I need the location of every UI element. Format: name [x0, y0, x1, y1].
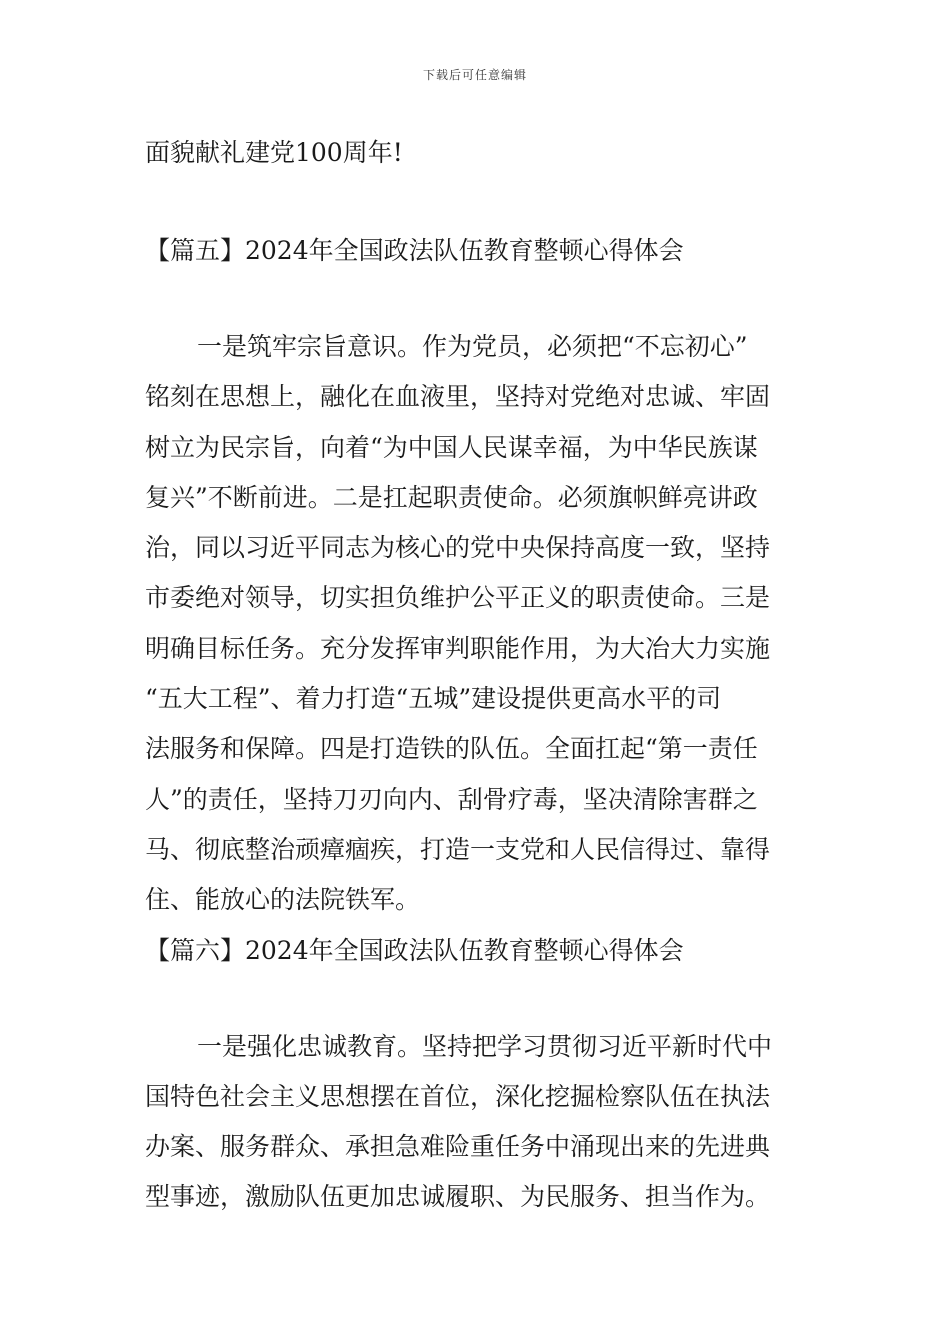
paragraph-line: 马、彻底整治顽瘴痼疾，打造一支党和人民信得过、靠得: [145, 834, 771, 864]
section-5-paragraph: [145, 322, 810, 926]
paragraph-line: 人”的责任，坚持刀刃向内、刮骨疗毒，坚决清除害群之: [145, 784, 758, 814]
section-6-paragraph: [145, 1022, 810, 1223]
paragraph-line: 一是强化忠诚教育。坚持把学习贯彻习近平新时代中: [197, 1031, 773, 1061]
lead-line: 面貌献礼建党100周年!: [145, 138, 403, 167]
paragraph-line: 型事迹，激励队伍更加忠诚履职、为民服务、担当作为。: [145, 1182, 771, 1212]
section-5-heading: 【篇五】2024年全国政法队伍教育整顿心得体会: [145, 236, 684, 265]
paragraph-line: “五大工程”、着力打造“五城”建设提供更高水平的司: [145, 684, 722, 714]
spacer: [145, 976, 810, 1022]
page-header-note: 下载后可任意编辑: [422, 68, 527, 82]
paragraph-line: 法服务和保障。四是打造铁的队伍。全面扛起“第一责任: [145, 734, 758, 764]
spacer: [145, 178, 810, 226]
paragraph-line: 树立为民宗旨，向着“为中国人民谋幸福，为中华民族谋: [145, 432, 758, 462]
paragraph-line: 办案、服务群众、承担急难险重任务中涌现出来的先进典: [145, 1132, 771, 1162]
document-body: [145, 128, 810, 1223]
paragraph-line: 市委绝对领导，切实担负维护公平正义的职责使命。三是: [145, 583, 771, 613]
paragraph-line: 治，同以习近平同志为核心的党中央保持高度一致，坚持: [145, 533, 771, 563]
paragraph-line: 国特色社会主义思想摆在首位，深化挖掘检察队伍在执法: [145, 1081, 771, 1111]
paragraph-line: 铭刻在思想上，融化在血液里，坚持对党绝对忠诚、牢固: [145, 382, 771, 412]
spacer: [145, 276, 810, 322]
section-6-heading: 【篇六】2024年全国政法队伍教育整顿心得体会: [145, 935, 684, 965]
paragraph-line: 一是筑牢宗旨意识。作为党员，必须把“不忘初心”: [197, 332, 748, 361]
paragraph-line: 复兴”不断前进。二是扛起职责使命。必须旗帜鲜亮讲政: [145, 482, 758, 512]
paragraph-line: 住、能放心的法院铁军。: [145, 885, 421, 915]
paragraph-line: 明确目标任务。充分发挥审判职能作用，为大冶大力实施: [145, 633, 771, 663]
